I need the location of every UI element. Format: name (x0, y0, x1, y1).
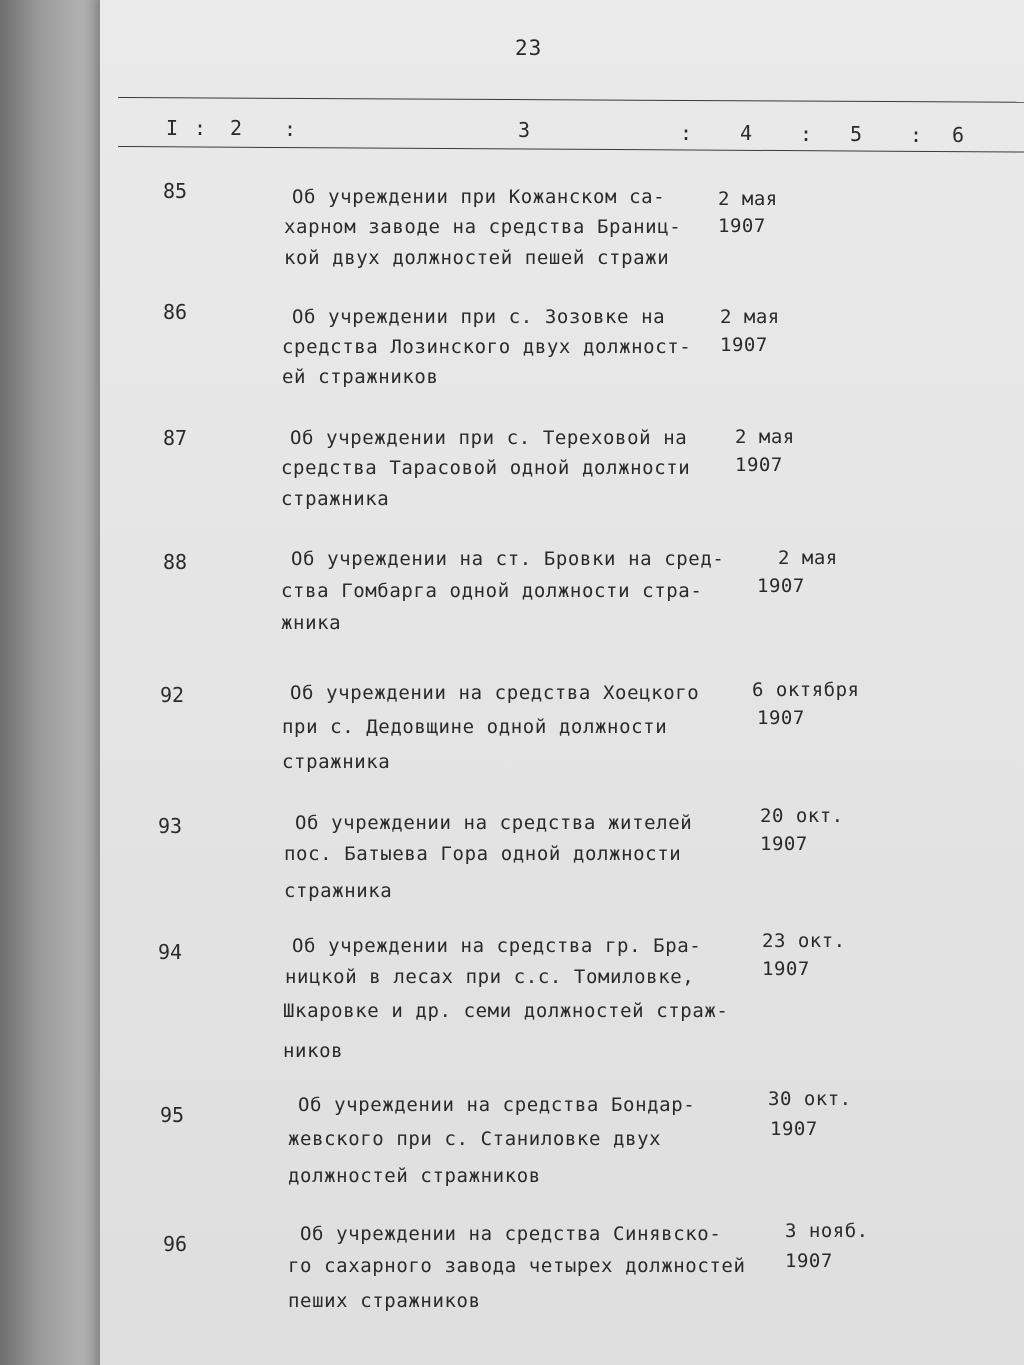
entry-date-year: 1907 (757, 575, 805, 597)
entry-date-year: 1907 (757, 707, 805, 729)
entry-text-line: ей стражников (282, 366, 439, 388)
entry-text-line: Об учреждении на средства гр. Бра- (292, 935, 702, 957)
entry-number: 92 (160, 683, 185, 707)
entry-date: 2 мая (720, 306, 780, 328)
entry-date: 30 окт. (768, 1088, 852, 1110)
entry-text-line: жника (281, 612, 342, 634)
entry-number: 96 (163, 1232, 188, 1256)
entry-text-line: средства Лозинского двух должност- (282, 336, 692, 358)
header-col-6: 6 (952, 123, 965, 147)
entry-text-line: Об учреждении при с. Зозовке на (292, 306, 666, 328)
entry-date: 23 окт. (762, 930, 846, 952)
entry-text-line: средства Тарасовой одной должности (281, 457, 691, 479)
entry-date: 2 мая (778, 547, 838, 569)
entry-number: 87 (163, 426, 188, 450)
entry-number: 86 (163, 300, 188, 324)
entry-text-line: Об учреждении на ст. Бровки на сред- (291, 548, 725, 570)
entry-date: 3 нояб. (785, 1220, 869, 1242)
entry-text-line: ства Гомбарга одной должности стра- (281, 580, 703, 602)
entry-text-line: ницкой в лесах при с.с. Томиловке, (285, 966, 695, 988)
entry-text-line: Об учреждении на средства жителей (295, 812, 693, 834)
entry-date-year: 1907 (762, 958, 810, 980)
entry-text-line: стражника (282, 751, 391, 773)
entry-date-year: 1907 (785, 1250, 833, 1272)
entry-date: 20 окт. (760, 805, 844, 827)
entry-number: 85 (163, 179, 188, 203)
entry-date: 2 мая (718, 188, 778, 210)
entry-text-line: Об учреждении на средства Хоецкого (290, 682, 700, 704)
entry-text-line: при с. Дедовщине одной должности (282, 716, 668, 738)
entry-text-line: должностей стражников (288, 1165, 541, 1187)
entry-number: 95 (160, 1103, 185, 1127)
entry-date: 6 октября (752, 679, 860, 701)
entry-text-line: Шкаровке и др. семи должностей страж- (283, 1000, 729, 1022)
entry-date-year: 1907 (735, 454, 783, 476)
entry-text-line: Об учреждении при с. Тереховой на (290, 427, 688, 449)
header-sep: : (910, 123, 923, 147)
header-col-1: I (166, 116, 179, 140)
header-col-3: 3 (518, 118, 531, 142)
entry-text-line: пос. Батыева Гора одной должности (284, 843, 682, 865)
entry-text-line: стражника (284, 880, 393, 902)
entry-number: 88 (163, 550, 188, 574)
entry-text-line: стражника (281, 488, 390, 510)
header-sep: : (284, 117, 297, 141)
entry-text-line: кой двух должностей пешей стражи (284, 247, 670, 269)
header-sep: : (800, 122, 813, 146)
entry-text-line: го сахарного завода четырех должностей (288, 1255, 746, 1277)
page-number: 23 (515, 36, 543, 60)
header-sep: : (680, 121, 693, 145)
entry-text-line: жевского при с. Станиловке двух (288, 1128, 662, 1150)
entry-text-line: Об учреждении на средства Синявско- (300, 1223, 722, 1245)
entry-date: 2 мая (735, 426, 795, 448)
entry-date-year: 1907 (718, 215, 766, 237)
header-sep: : (194, 116, 207, 140)
entry-text-line: пеших стражников (288, 1290, 481, 1312)
header-col-2: 2 (230, 116, 243, 140)
entry-number: 93 (158, 814, 183, 838)
header-col-5: 5 (850, 122, 863, 146)
header-col-4: 4 (740, 121, 753, 145)
entry-text-line: Об учреждении на средства Бондар- (298, 1094, 696, 1116)
left-page-edge (0, 0, 100, 1365)
entry-text-line: харном заводе на средства Браниц- (284, 216, 682, 238)
entry-text-line: Об учреждении при Кожанском са- (292, 186, 666, 208)
entry-date-year: 1907 (770, 1118, 818, 1140)
entry-number: 94 (158, 940, 183, 964)
entry-text-line: ников (283, 1040, 344, 1062)
entry-date-year: 1907 (760, 833, 808, 855)
entry-date-year: 1907 (720, 334, 768, 356)
